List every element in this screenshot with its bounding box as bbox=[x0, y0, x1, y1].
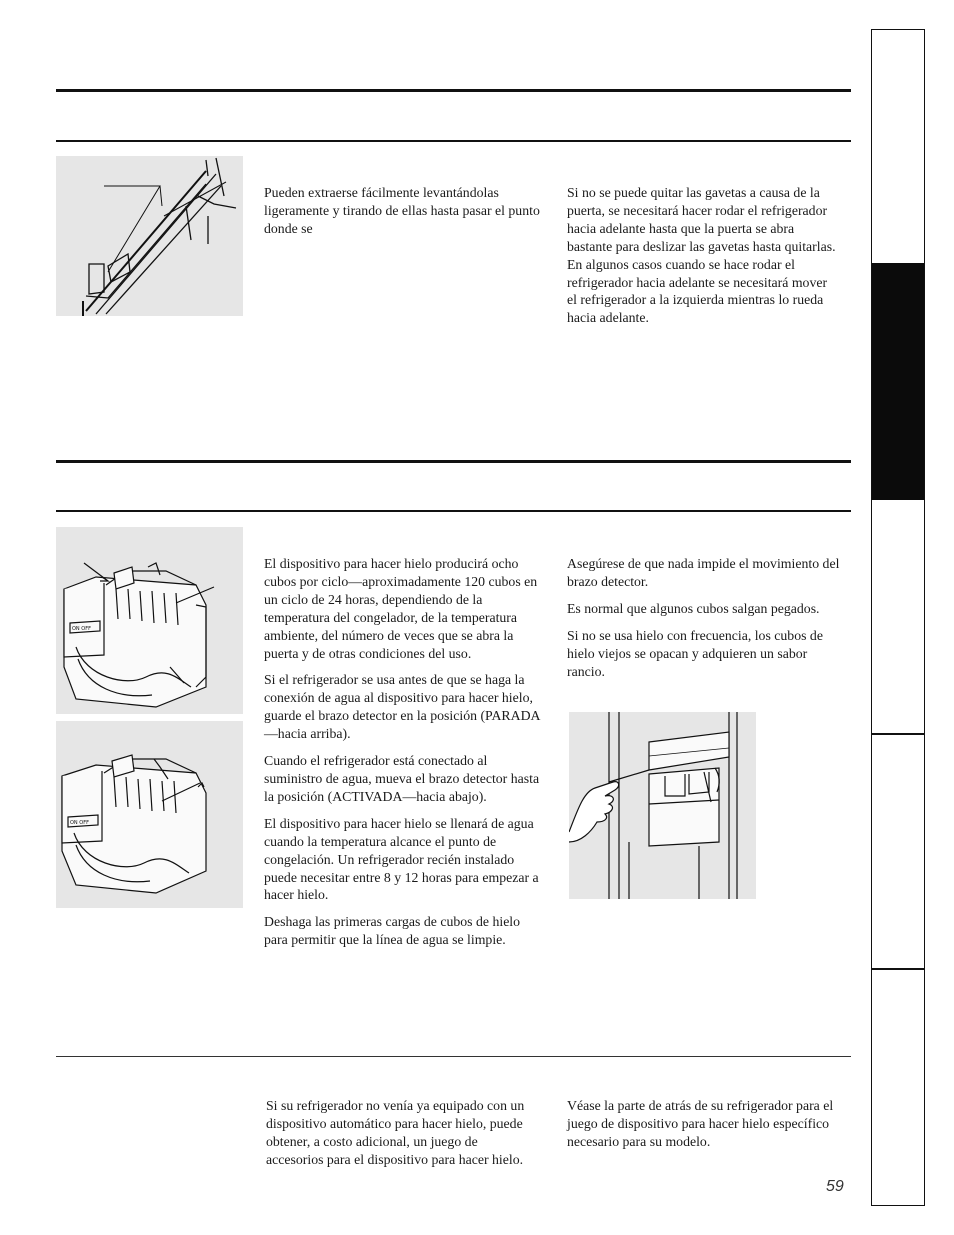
accessory-paragraph: Si su refrigerador no venía ya equipado con un dispositivo automático para hacer hielo, puede obtener, a costo adicional, un juego de accesorios para el dispositivo para hacer hielo. bbox=[266, 1098, 525, 1167]
drawers-paragraph: Pueden extraerse fácilmente levantándolas ligeramente y tirando de ellas hasta pasar el punto donde se bbox=[264, 185, 540, 236]
icemaker-paragraph: Si no se usa hielo con frecuencia, los cubos de hielo viejos se opacan y adquieren un sabor rancio. bbox=[567, 627, 823, 679]
section-rule-icemaker-top bbox=[56, 460, 851, 463]
drawers-paragraph: Si no se puede quitar las gavetas a causa de la puerta, se necesitará hacer rodar el refrigerador hacia adelante hasta que la puerta se abra bastante para deslizar las gavetas hasta quitarlas. En algunos casos cuando se hace rodar el refrigerador hacia adelante se necesitará mover el refrigerador a la izquierda mientras lo rueda hacia adelante. bbox=[567, 185, 836, 326]
sidebar-tab-active[interactable] bbox=[872, 263, 924, 500]
svg-text:ON OFF: ON OFF bbox=[70, 820, 89, 826]
ice-bin-hand-illustration bbox=[569, 712, 756, 899]
sidebar-tab-divider bbox=[872, 733, 924, 735]
icemaker-text-col2 bbox=[567, 555, 842, 689]
icemaker-paragraph: El dispositivo para hacer hielo producirá ocho cubos por ciclo—aproximadamente 120 cubos en un ciclo de 24 horas, dependiendo de la temperatura del congelador, de la temperatura ambiente, del número de veces que se abra la puerta y de otras condiciones del uso. bbox=[264, 556, 538, 661]
section-rule-icemaker bbox=[56, 510, 851, 512]
accessory-paragraph: Véase la parte de atrás de su refrigerador para el juego de dispositivo para hacer hielo específico necesario para su modelo. bbox=[567, 1098, 834, 1149]
icemaker-paragraph: Deshaga las primeras cargas de cubos de hielo para permitir que la línea de agua se limpie. bbox=[264, 914, 521, 948]
sidebar-tab-divider bbox=[872, 968, 924, 970]
drawers-text-col1 bbox=[264, 184, 554, 247]
icemaker-paragraph: Es normal que algunos cubos salgan pegados. bbox=[567, 600, 820, 616]
page-number: 59 bbox=[826, 1178, 844, 1195]
icemaker-text-col1 bbox=[264, 555, 547, 958]
icemaker-arm-down-illustration bbox=[56, 721, 243, 908]
icemaker-paragraph: Cuando el refrigerador está conectado al suministro de agua, mueva el brazo detector hasta la posición (ACTIVADA—hacia abajo). bbox=[264, 753, 540, 804]
accessory-text-col2 bbox=[567, 1097, 855, 1160]
icemaker-paragraph: El dispositivo para hacer hielo se llenará de agua cuando la temperatura alcance el punto de congelación. Un refrigerador recién instalado puede necesitar entre 8 y 12 horas para empezar a hacer hielo. bbox=[264, 815, 539, 903]
section-index-sidebar bbox=[871, 29, 925, 1206]
icemaker-paragraph: Si el refrigerador se usa antes de que se haga la conexión de agua al dispositivo para hacer hielo, guarde el brazo detector en la posición (PARADA—hacia arriba). bbox=[264, 672, 541, 742]
drawers-text-col2 bbox=[567, 184, 837, 336]
section-rule-drawers bbox=[56, 140, 851, 142]
drawer-rail-illustration bbox=[56, 156, 243, 316]
icemaker-arm-up-illustration bbox=[56, 527, 243, 714]
svg-text:ON OFF: ON OFF bbox=[72, 626, 91, 632]
section-rule-top bbox=[56, 89, 851, 92]
accessory-text-col1 bbox=[266, 1097, 538, 1178]
icemaker-paragraph: Asegúrese de que nada impide el movimiento del brazo detector. bbox=[567, 556, 840, 589]
section-rule-accessory bbox=[56, 1056, 851, 1057]
